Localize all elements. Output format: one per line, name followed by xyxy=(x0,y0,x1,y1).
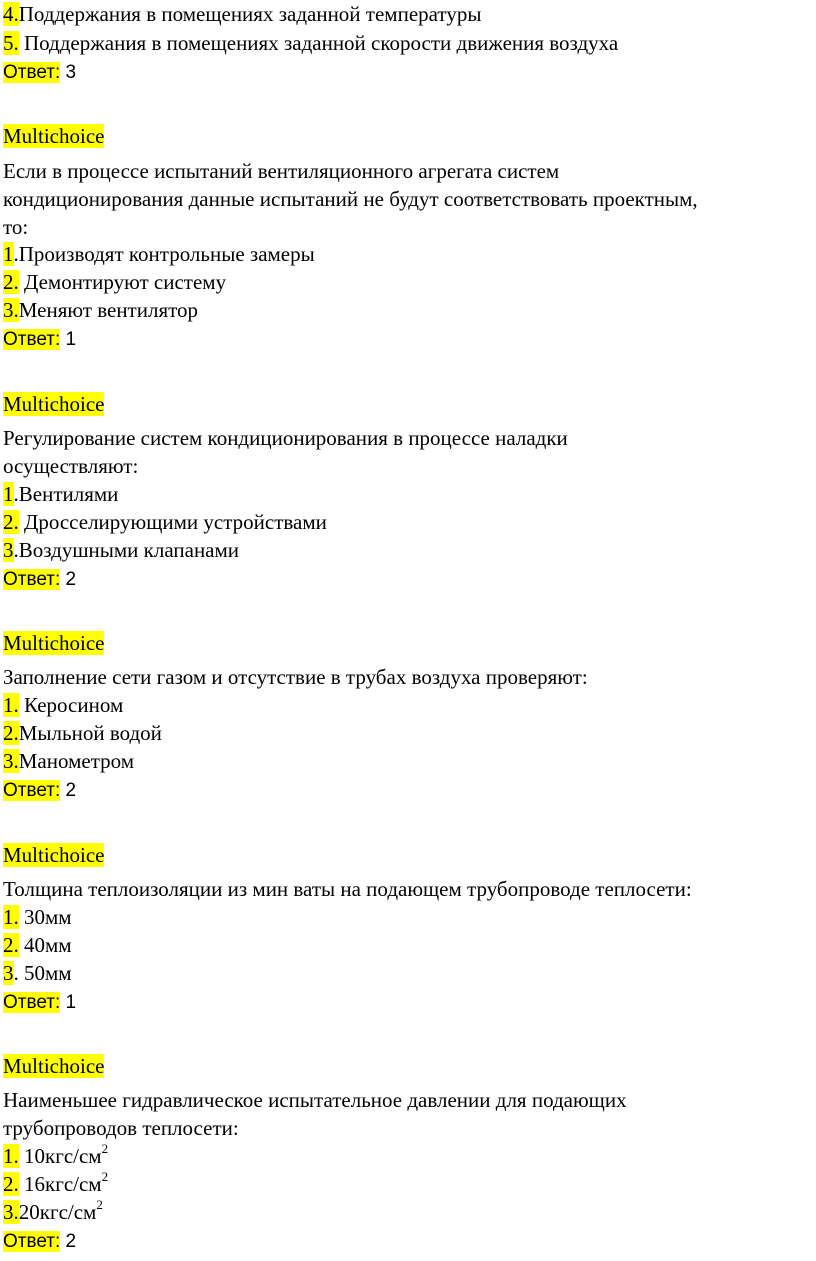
option-line xyxy=(3,1170,108,1198)
option-line xyxy=(3,480,118,508)
option-number: 1 xyxy=(3,242,14,266)
option-text: .Воздушными клапанами xyxy=(13,538,240,562)
option-number: 2. xyxy=(3,510,19,534)
answer-line xyxy=(3,989,76,1017)
option-line xyxy=(3,240,315,268)
option-line xyxy=(3,1198,103,1226)
option-text: Мыльной водой xyxy=(18,721,162,745)
superscript: 2 xyxy=(101,1141,109,1156)
question-text: Наименьшее гидравлическое испытательное давлении для подающих xyxy=(3,1088,627,1112)
option-line xyxy=(3,536,239,564)
option-line xyxy=(3,0,481,28)
answer-value: 2 xyxy=(60,569,77,590)
option-text: 40мм xyxy=(18,933,72,957)
option-text: Манометром xyxy=(18,749,135,773)
question-text: Регулирование систем кондиционирования в процессе наладки xyxy=(3,426,568,450)
option-number: 1 xyxy=(3,482,14,506)
option-number: 2. xyxy=(3,933,19,957)
option-number: 3 xyxy=(3,961,14,985)
option-line xyxy=(3,691,123,719)
answer-label: Ответ: xyxy=(3,62,61,83)
answer-value: 1 xyxy=(60,329,77,350)
question-text: Заполнение сети газом и отсутствие в трубах воздуха проверяют: xyxy=(3,665,588,689)
option-line xyxy=(3,268,226,296)
answer-label: Ответ: xyxy=(3,992,61,1013)
answer-label: Ответ: xyxy=(3,569,61,590)
option-text: 16кгс/см xyxy=(18,1172,102,1196)
option-text: . 50мм xyxy=(13,961,72,985)
answer-line xyxy=(3,777,76,805)
question-text: Толщина теплоизоляции из мин ваты на подающем трубопроводе теплосети: xyxy=(3,877,692,901)
option-text: Поддержания в помещениях заданной скорости движения воздуха xyxy=(18,31,619,55)
option-number: 3. xyxy=(3,1200,19,1224)
answer-label: Ответ: xyxy=(3,780,61,801)
answer-line xyxy=(3,59,76,87)
question-text: то: xyxy=(3,215,29,239)
option-text: Дросселирующими устройствами xyxy=(18,510,327,534)
option-number: 1. xyxy=(3,1144,19,1168)
option-text: 20кгс/см xyxy=(18,1200,97,1224)
option-text: 30мм xyxy=(18,905,72,929)
answer-value: 1 xyxy=(60,992,77,1013)
option-line xyxy=(3,747,134,775)
question-type-heading: Multichoice xyxy=(3,843,105,867)
answer-value: 2 xyxy=(60,1231,77,1252)
option-number: 3 xyxy=(3,538,14,562)
option-number: 1. xyxy=(3,905,19,929)
superscript: 2 xyxy=(101,1169,109,1184)
option-line xyxy=(3,959,72,987)
answer-line xyxy=(3,1228,76,1256)
answer-value: 2 xyxy=(60,780,77,801)
question-text: осуществляют: xyxy=(3,454,139,478)
option-number: 3. xyxy=(3,749,19,773)
option-number: 2. xyxy=(3,1172,19,1196)
option-text: 10кгс/см xyxy=(18,1144,102,1168)
question-text: Если в процессе испытаний вентиляционного агрегата систем xyxy=(3,159,560,183)
option-text: .Производят контрольные замеры xyxy=(13,242,315,266)
question-type-heading: Multichoice xyxy=(3,124,105,148)
option-text: Поддержания в помещениях заданной температуры xyxy=(18,2,482,26)
option-line xyxy=(3,719,162,747)
option-line xyxy=(3,296,198,324)
answer-label: Ответ: xyxy=(3,329,61,350)
option-line xyxy=(3,508,327,536)
option-text: Демонтируют систему xyxy=(18,270,227,294)
option-text: .Вентилями xyxy=(13,482,119,506)
option-text: Керосином xyxy=(18,693,124,717)
answer-label: Ответ: xyxy=(3,1231,61,1252)
question-type-heading: Multichoice xyxy=(3,631,105,655)
option-number: 4. xyxy=(3,2,19,26)
option-number: 3. xyxy=(3,298,19,322)
option-number: 5. xyxy=(3,31,19,55)
answer-line xyxy=(3,566,76,594)
option-line xyxy=(3,29,618,57)
option-line xyxy=(3,1142,108,1170)
option-number: 2. xyxy=(3,721,19,745)
option-number: 1. xyxy=(3,693,19,717)
question-text: трубопроводов теплосети: xyxy=(3,1116,239,1140)
option-line xyxy=(3,931,72,959)
question-text: кондиционирования данные испытаний не будут соответствовать проектным, xyxy=(3,187,698,211)
answer-value: 3 xyxy=(60,62,77,83)
option-line xyxy=(3,903,72,931)
question-type-heading: Multichoice xyxy=(3,392,105,416)
answer-line xyxy=(3,326,76,354)
question-type-heading: Multichoice xyxy=(3,1054,105,1078)
option-text: Меняют вентилятор xyxy=(18,298,199,322)
option-number: 2. xyxy=(3,270,19,294)
superscript: 2 xyxy=(96,1197,103,1212)
